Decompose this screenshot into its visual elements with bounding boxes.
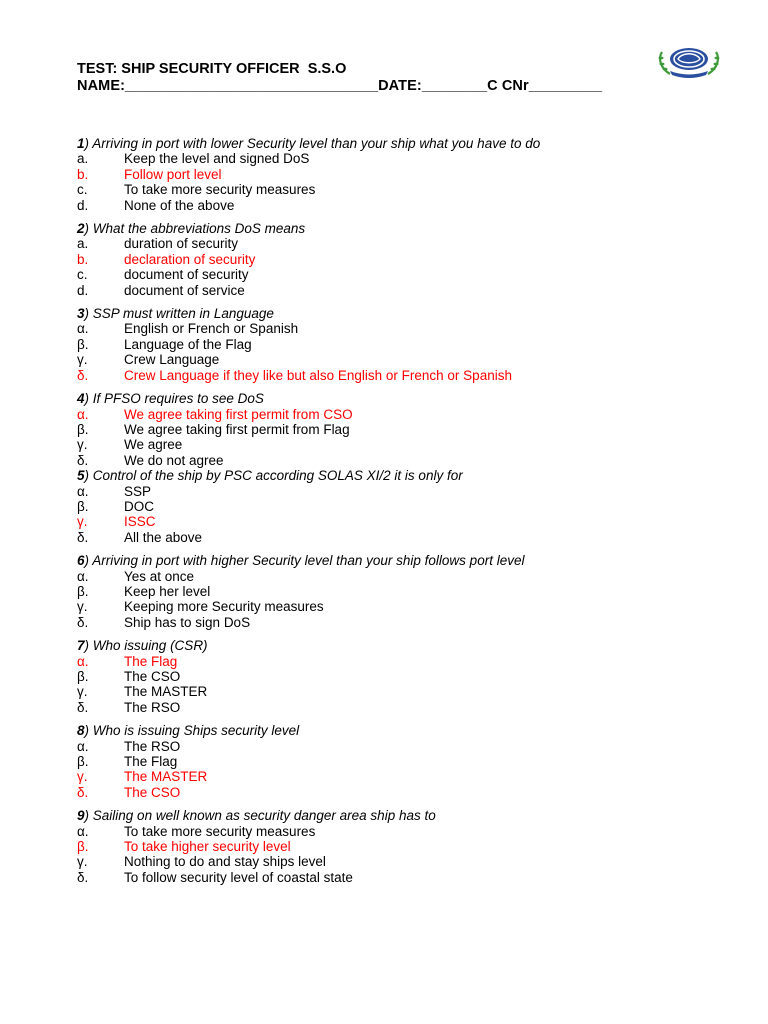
option-text: The Flag: [124, 653, 178, 669]
option-text: Crew Language: [124, 352, 220, 368]
question-text: [77, 638, 727, 653]
option-text: The MASTER: [124, 769, 208, 785]
option-text: document of service: [124, 282, 245, 298]
option-text: Keep the level and signed DoS: [124, 151, 310, 167]
option-letter: β.: [77, 583, 89, 599]
option-letter: δ.: [77, 699, 89, 715]
answer-option: [77, 267, 727, 282]
option-text: DOC: [124, 498, 154, 514]
option-text: declaration of security: [124, 251, 256, 267]
option-letter: α.: [77, 321, 89, 337]
option-letter: β.: [77, 421, 89, 437]
answer-option-correct: [77, 252, 727, 267]
option-letter: δ.: [77, 529, 89, 545]
option-text: The Flag: [124, 754, 178, 770]
option-letter: β.: [77, 669, 89, 684]
option-letter: γ.: [77, 684, 88, 700]
option-letter: β.: [77, 839, 89, 855]
option-text: SSP: [124, 483, 152, 499]
option-text: Ship has to sign DoS: [124, 614, 251, 630]
option-text: Yes at once: [124, 568, 195, 584]
option-letter: c.: [77, 267, 88, 283]
question-prompt: SSP must written in Language: [92, 306, 274, 322]
question-text: [77, 221, 727, 236]
option-letter: γ.: [77, 514, 88, 530]
question-prompt: What the abbreviations DoS means: [92, 221, 306, 237]
answer-option-correct: [77, 654, 727, 669]
question-block: [77, 808, 727, 885]
option-letter: δ.: [77, 452, 89, 468]
option-text: The CSO: [124, 669, 181, 684]
question-list: [77, 136, 727, 893]
question-prompt: Who is issuing Ships security level: [92, 723, 300, 739]
answer-option: [77, 684, 727, 699]
option-letter: α.: [77, 568, 89, 584]
answer-option: [77, 198, 727, 213]
answer-option: [77, 236, 727, 251]
question-block: [77, 221, 727, 298]
question-prompt: If PFSO requires to see DoS: [92, 391, 264, 407]
test-header: [77, 61, 602, 95]
maritime-emblem-icon: [656, 44, 722, 78]
option-letter: d.: [77, 282, 89, 298]
option-text: Language of the Flag: [124, 336, 252, 352]
question-prompt: Control of the ship by PSC according SOLAS XI/2 it is only for: [92, 468, 463, 484]
option-text: The RSO: [124, 738, 181, 754]
question-block: [77, 468, 727, 545]
answer-option: [77, 615, 727, 630]
option-text: ISSC: [124, 514, 156, 530]
question-block: [77, 136, 727, 213]
question-text: [77, 723, 727, 738]
test-title: TEST: SHIP SECURITY OFFICER S.S.O: [77, 61, 347, 77]
option-text: Keeping more Security measures: [124, 599, 324, 615]
option-text: We agree: [124, 437, 183, 453]
question-block: [77, 723, 727, 800]
question-text: [77, 468, 727, 483]
option-text: To take more security measures: [124, 182, 316, 198]
answer-option: [77, 739, 727, 754]
option-letter: γ.: [77, 769, 88, 785]
option-letter: α.: [77, 738, 89, 754]
option-text: We agree taking first permit from Flag: [124, 421, 350, 437]
option-letter: β.: [77, 336, 89, 352]
option-letter: γ.: [77, 352, 88, 368]
answer-option: [77, 283, 727, 298]
option-text: All the above: [124, 529, 203, 545]
option-letter: c.: [77, 182, 88, 198]
answer-option: [77, 453, 727, 468]
option-letter: β.: [77, 754, 89, 770]
answer-option-correct: [77, 167, 727, 182]
option-letter: γ.: [77, 599, 88, 615]
option-letter: a.: [77, 151, 89, 167]
answer-option-correct: [77, 785, 727, 800]
option-text: The MASTER: [124, 684, 208, 700]
option-text: duration of security: [124, 236, 239, 252]
answer-option: [77, 530, 727, 545]
option-text: English or French or Spanish: [124, 321, 299, 337]
option-letter: b.: [77, 166, 89, 182]
question-prompt: Arriving in port with lower Security level than your ship what you have to do: [92, 136, 541, 151]
question-block: [77, 391, 727, 468]
question-number: 2): [77, 221, 90, 237]
answer-option: [77, 700, 727, 715]
answer-option: [77, 499, 727, 514]
answer-option: [77, 151, 727, 166]
question-number: 7): [77, 638, 90, 654]
answer-option-correct: [77, 514, 727, 529]
answer-option-correct: [77, 368, 727, 383]
question-text: [77, 136, 727, 151]
option-text: document of security: [124, 267, 249, 283]
question-number: 1): [77, 136, 90, 151]
option-text: To follow security level of coastal state: [124, 869, 353, 885]
name-date-line: NAME:_______________________________DATE:________C CNr_________: [77, 78, 603, 94]
question-prompt: Sailing on well known as security danger area ship has to: [92, 808, 436, 824]
answer-option: [77, 569, 727, 584]
option-letter: α.: [77, 653, 89, 669]
answer-option: [77, 754, 727, 769]
option-letter: a.: [77, 236, 89, 252]
option-letter: β.: [77, 498, 89, 514]
question-text: [77, 553, 727, 568]
option-text: Follow port level: [124, 166, 222, 182]
question-number: 6): [77, 553, 90, 569]
option-text: The CSO: [124, 784, 181, 800]
answer-option: [77, 437, 727, 452]
option-letter: δ.: [77, 869, 89, 885]
option-letter: γ.: [77, 437, 88, 453]
question-text: [77, 306, 727, 321]
question-block: [77, 306, 727, 383]
question-number: 4): [77, 391, 90, 407]
question-prompt: Arriving in port with higher Security level than your ship follows port level: [92, 553, 525, 569]
answer-option: [77, 599, 727, 614]
option-letter: α.: [77, 406, 89, 422]
question-number: 3): [77, 306, 90, 322]
answer-option: [77, 422, 727, 437]
question-number: 8): [77, 723, 90, 739]
answer-option: [77, 824, 727, 839]
option-letter: b.: [77, 251, 89, 267]
question-block: [77, 553, 727, 630]
option-letter: δ.: [77, 784, 89, 800]
answer-option: [77, 854, 727, 869]
question-text: [77, 808, 727, 823]
answer-option: [77, 352, 727, 367]
question-prompt: Who issuing (CSR): [92, 638, 208, 654]
answer-option-correct: [77, 407, 727, 422]
option-text: To take higher security level: [124, 839, 291, 855]
question-number: 5): [77, 468, 90, 484]
answer-option: [77, 182, 727, 197]
answer-option: [77, 484, 727, 499]
option-letter: δ.: [77, 367, 89, 383]
option-text: Crew Language if they like but also English or French or Spanish: [124, 367, 512, 383]
option-text: None of the above: [124, 197, 235, 213]
answer-option: [77, 321, 727, 336]
answer-option: [77, 584, 727, 599]
option-letter: α.: [77, 823, 89, 839]
answer-option-correct: [77, 839, 727, 854]
option-letter: α.: [77, 483, 89, 499]
option-text: We agree taking first permit from CSO: [124, 406, 353, 422]
option-letter: γ.: [77, 854, 88, 870]
option-letter: δ.: [77, 614, 89, 630]
answer-option: [77, 669, 727, 684]
option-text: To take more security measures: [124, 823, 316, 839]
answer-option-correct: [77, 769, 727, 784]
answer-option: [77, 337, 727, 352]
option-text: Nothing to do and stay ships level: [124, 854, 326, 870]
question-number: 9): [77, 808, 90, 824]
option-text: Keep her level: [124, 583, 211, 599]
question-text: [77, 391, 727, 406]
answer-option: [77, 870, 727, 885]
question-block: [77, 638, 727, 715]
option-text: The RSO: [124, 699, 181, 715]
option-letter: d.: [77, 197, 89, 213]
option-text: We do not agree: [124, 452, 224, 468]
